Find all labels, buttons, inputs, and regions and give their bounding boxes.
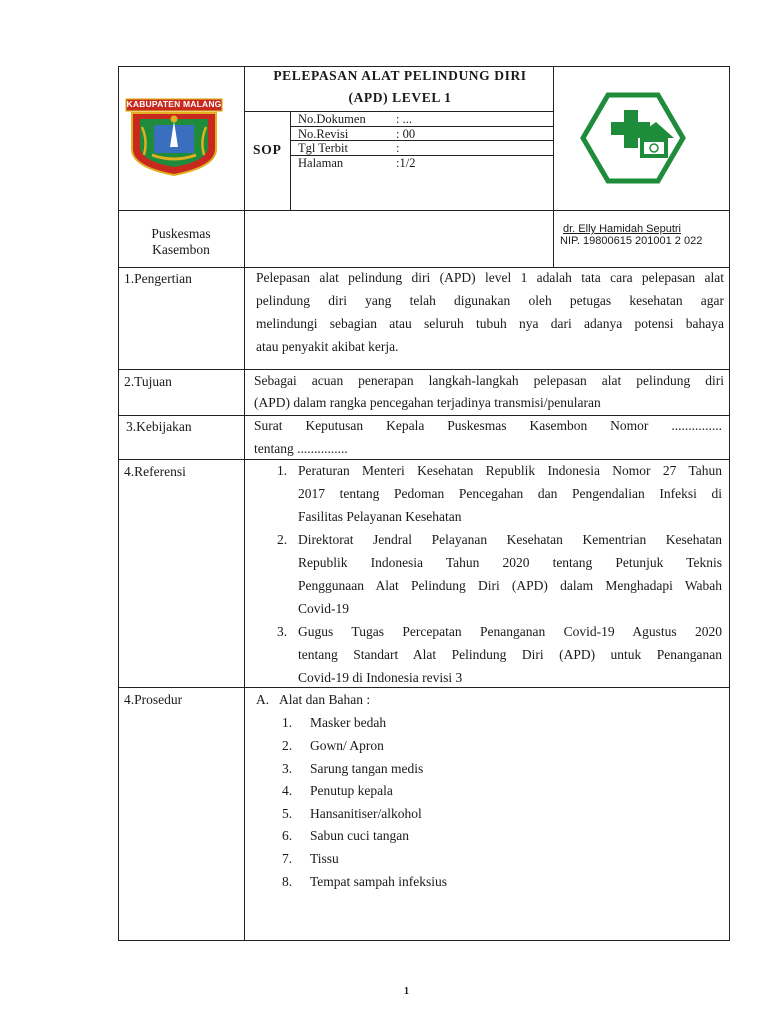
- field-tgl-terbit-label: Tgl Terbit: [298, 141, 348, 155]
- field-tgl-terbit-value: :: [396, 141, 400, 155]
- pengertian-line-1: Pelepasan alat pelindung diri (APD) level 1 adalah tata cara pelepasan alat: [256, 270, 724, 285]
- kebijakan-line-2: tentang ...............: [254, 441, 348, 456]
- referensi-3-line-2: tentang Standart Alat Pelindung Diri (APD) untuk Penanganan: [298, 647, 722, 662]
- column-divider: [244, 66, 245, 941]
- alat-num-3: 3.: [282, 761, 293, 776]
- regency-label: KABUPATEN MALANG: [126, 99, 222, 109]
- table-border-bottom: [118, 940, 730, 941]
- regency-logo: [124, 97, 224, 177]
- alat-num-5: 5.: [282, 806, 293, 821]
- tujuan-line-1: Sebagai acuan penerapan langkah-langkah pelepasan alat pelindung diri: [254, 373, 724, 388]
- referensi-3-line-1: Gugus Tugas Percepatan Penanganan Covid-19 Agustus 2020: [298, 624, 722, 639]
- alat-num-4: 4.: [282, 783, 293, 798]
- referensi-1-line-3: Fasilitas Pelayanan Kesehatan: [298, 509, 462, 524]
- field-no-dokumen-value: : ...: [396, 112, 412, 126]
- prosedur-sub-number: A.: [256, 692, 270, 707]
- sop-label: SOP: [253, 142, 282, 157]
- org-name-line1: Puskesmas: [151, 226, 211, 241]
- alat-num-6: 6.: [282, 828, 293, 843]
- alat-num-7: 7.: [282, 851, 293, 866]
- alat-num-1: 1.: [282, 715, 293, 730]
- alat-item-5: Hansanitiser/alkohol: [310, 806, 422, 821]
- referensi-2-line-4: Covid-19: [298, 601, 350, 616]
- tujuan-line-2: (APD) dalam rangka pencegahan terjadinya transmisi/penularan: [254, 395, 601, 410]
- field-no-revisi-value: : 00: [396, 127, 416, 141]
- org-name-line2: Kasembon: [152, 242, 210, 257]
- referensi-1-line-1: Peraturan Menteri Kesehatan Republik Indonesia Nomor 27 Tahun: [298, 463, 722, 478]
- referensi-2-line-2: Republik Indonesia Tahun 2020 tentang Petunjuk Teknis: [298, 555, 722, 570]
- pengertian-line-4: atau penyakit akibat kerja.: [256, 339, 399, 354]
- referensi-3-line-3: Covid-19 di Indonesia revisi 3: [298, 670, 463, 685]
- alat-num-2: 2.: [282, 738, 293, 753]
- page-number: 1: [404, 986, 409, 997]
- alat-item-1: Masker bedah: [310, 715, 387, 730]
- row-line-header: [118, 210, 730, 211]
- referensi-num-3: 3.: [277, 624, 288, 639]
- pengertian-line-3: melindungi sebagian atau seluruh tubuh nya dari adanya potensi bahaya: [256, 316, 724, 331]
- referensi-num-1: 1.: [277, 463, 288, 478]
- signer-nip: NIP. 19800615 201001 2 022: [560, 235, 703, 247]
- field-halaman-value: :1/2: [396, 156, 416, 170]
- section-label-kebijakan: 3.Kebijakan: [126, 419, 192, 434]
- puskesmas-logo: [580, 92, 686, 184]
- section-label-prosedur: 4.Prosedur: [124, 692, 183, 707]
- prosedur-sub-heading: Alat dan Bahan :: [279, 692, 371, 707]
- alat-item-2: Gown/ Apron: [310, 738, 384, 753]
- field-halaman-label: Halaman: [298, 156, 344, 170]
- alat-item-4: Penutup kepala: [310, 783, 393, 798]
- pengertian-line-2: pelindung diri yang telah digunakan oleh petugas kesehatan agar: [256, 293, 724, 308]
- header-right-divider: [553, 66, 554, 268]
- field-no-revisi-label: No.Revisi: [298, 127, 349, 141]
- alat-num-8: 8.: [282, 874, 293, 889]
- referensi-2-line-1: Direktorat Jendral Pelayanan Kesehatan Kementrian Kesehatan: [298, 532, 722, 547]
- table-border-right: [729, 66, 730, 941]
- table-border-left: [118, 66, 119, 941]
- section-label-tujuan: 2.Tujuan: [124, 374, 172, 389]
- table-border-top: [118, 66, 730, 67]
- alat-item-3: Sarung tangan medis: [310, 761, 424, 776]
- section-label-referensi: 4.Referensi: [124, 464, 186, 479]
- alat-item-6: Sabun cuci tangan: [310, 828, 409, 843]
- document-title-line1: PELEPASAN ALAT PELINDUNG DIRI: [273, 68, 527, 83]
- field-no-dokumen-label: No.Dokumen: [298, 112, 366, 126]
- referensi-2-line-3: Penggunaan Alat Pelindung Diri (APD) dalam Menghadapi Wabah: [298, 578, 722, 593]
- section-label-pengertian: 1.Pengertian: [124, 271, 192, 286]
- referensi-1-line-2: 2017 tentang Pedoman Pencegahan dan Pengendalian Infeksi di: [298, 486, 722, 501]
- signer-name: dr. Elly Hamidah Seputri: [563, 223, 681, 235]
- kebijakan-line-1: Surat Keputusan Kepala Puskesmas Kasembon Nomor ...............: [254, 418, 722, 433]
- referensi-num-2: 2.: [277, 532, 288, 547]
- alat-item-7: Tissu: [310, 851, 339, 866]
- alat-item-8: Tempat sampah infeksius: [310, 874, 448, 889]
- document-title-line2: (APD) LEVEL 1: [348, 90, 452, 105]
